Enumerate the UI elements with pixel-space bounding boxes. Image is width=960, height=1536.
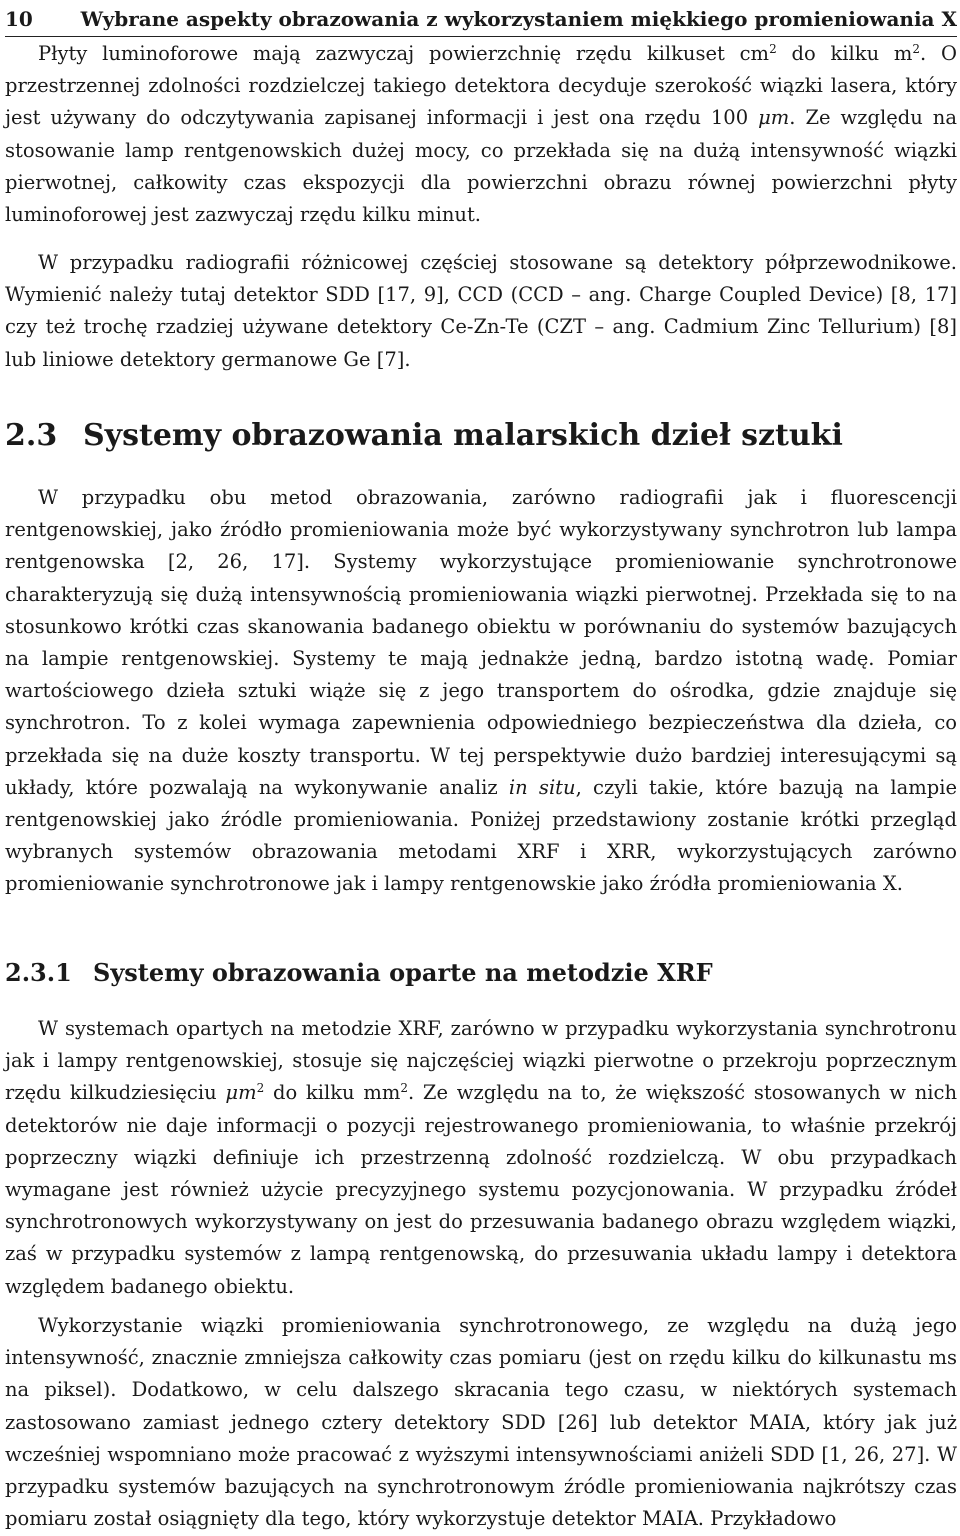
text-run: Płyty luminoforowe mają zazwyczaj powierzchnię rzędu kilkuset cm	[38, 42, 770, 65]
text-run: . Ze względu na to, że większość stosowanych w nich detektorów nie daje informacji o pozycji rejestrowanego promieniowania, to właśnie przekrój poprzeczny wiązki definiuje ich przestrzenną zdolność rozdzielczą. W obu przypadkach wymagane jest również użycie precyzyjnego systemu pozycjonowania. W przypadku źródeł synchrotronowych wykorzystywany on jest do przesuwania badanego obrazu względem wiązki, zaś w przypadku systemów z lampą rentgenowską, do przesuwania układu lampy i detektora względem badanego obiektu.	[5, 1081, 958, 1298]
paragraph-xrf-systems	[5, 1013, 957, 1303]
section-heading-2-3-1	[5, 958, 713, 987]
section-heading-2-3	[5, 418, 843, 453]
paragraph-synchrotron-beam	[5, 1310, 957, 1535]
section-number: 2.3.1	[5, 958, 72, 987]
text-run: do kilku mm	[264, 1081, 401, 1105]
paragraph-text: Wykorzystanie wiązki promieniowania synchrotronowego, ze względu na dużą jego intensywność, znacznie zmniejsza całkowity czas pomiaru (jest on rzędu kilku do kilkunastu ms na piksel). Dodatkowo, w celu dalszego skracania tego czasu, w niektórych systemach zastosowano zamiast jednego cztery detektory SDD [26] lub detektor MAIA, który jak już wcześniej wspomniano może pracować z wyższymi intensywnościami aniżeli SDD [1, 26, 27]. W przypadku systemów bazujących na synchrotronowym źródle promieniowania najkrótszy czas pomiaru został osiągnięty dla tego, który wykorzystuje detektor MAIA. Przykładowo	[5, 1314, 957, 1531]
superscript: 2	[769, 42, 777, 56]
running-title: Wybrane aspekty obrazowania z wykorzystaniem miękkiego promieniowania X	[80, 7, 957, 31]
section-title: Systemy obrazowania oparte na metodzie XRF	[93, 958, 713, 987]
text-run: W przypadku obu metod obrazowania, zarówno radiografii jak i fluorescencji rentgenowskiej, jako źródło promieniowania może być wykorzystywany synchrotron lub lampa rentgenowska [2, 26, 17]. Systemy wykorzystujące promieniowanie synchrotronowe charakteryzują się dużą intensywnością promieniowania wiązki pierwotnej. Przekłada się to na stosunkowo krótki czas skanowania badanego obiektu w porównaniu do systemów bazujących na lampie rentgenowskiej. Systemy te mają jednakże jedną, bardzo istotną wadę. Pomiar wartościowego dzieła sztuki wiąże się z jego transportem do ośrodka, gdzie znajduje się synchrotron. To z kolei wymaga zapewnienia odpowiedniego bezpieczeństwa dla dzieła, co przekłada się na duże koszty transportu. W tej perspektywie dużo bardziej interesującymi są układy, które pozwalają na wykonywanie analiz	[5, 486, 957, 799]
text-run: do kilku m	[776, 42, 913, 65]
section-number: 2.3	[5, 418, 58, 453]
paragraph-text: W przypadku radiografii różnicowej częściej stosowane są detektory półprzewodnikowe. Wymienić należy tutaj detektor SDD [17, 9], CCD (CCD – ang. Charge Coupled Device) [8, 17] czy też trochę rzadziej używane detektory Ce-Zn-Te (CZT – ang. Cadmium Zinc Tellurium) [8] lub liniowe detektory germanowe Ge [7].	[5, 251, 957, 371]
paragraph-phosphor-plates	[5, 38, 957, 231]
math-unit: μm	[225, 1081, 257, 1105]
italic-term: in situ	[508, 775, 576, 799]
math-unit: μm	[758, 106, 790, 130]
paragraph-differential-radiography	[5, 247, 957, 376]
text-run: . O przestrzennej zdolności rozdzielczej takiego detektora decyduje szerokość wiązki lasera, który jest używany do odczytywania zapisanej informacji i jest ona rzędu 100	[5, 42, 958, 130]
paragraph-imaging-systems	[5, 482, 957, 901]
running-header	[5, 2, 957, 37]
superscript: 2	[256, 1081, 265, 1096]
page-number: 10	[5, 7, 33, 31]
text-run: . Ze względu na stosowanie lamp rentgenowskich dużej mocy, co przekłada się na dużą intensywność wiązki pierwotnej, całkowity czas ekspozycji dla powierzchni obrazu równej powierzchni płyty luminoforowej jest zazwyczaj rzędu kilku minut.	[5, 106, 957, 227]
section-title: Systemy obrazowania malarskich dzieł sztuki	[83, 418, 843, 453]
superscript: 2	[912, 42, 921, 56]
text-run: W systemach opartych na metodzie XRF, zarówno w przypadku wykorzystania synchrotronu jak i lampy rentgenowskiej, stosuje się najczęściej wiązki pierwotne o przekroju poprzecznym rzędu kilkudziesięciu	[5, 1017, 957, 1105]
superscript: 2	[400, 1081, 408, 1096]
text-run: , czyli takie, które bazują na lampie rentgenowskiej jako źródle promieniowania. Poniżej przedstawiony zostanie krótki przegląd wybranych systemów obrazowania metodami XRF i XRR, wykorzystujących zarówno promieniowanie synchrotronowe jak i lampy rentgenowskie jako źródła promieniowania X.	[5, 775, 957, 896]
